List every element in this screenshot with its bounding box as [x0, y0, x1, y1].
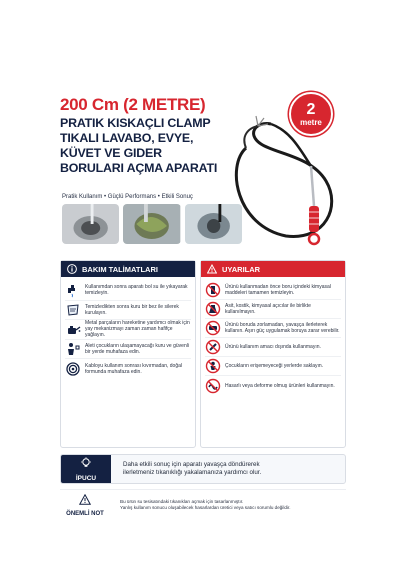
title-line: KÜVET VE GIDER	[60, 146, 162, 160]
care-text: Metal parçaların hareketine yardımcı olmak için yay mekanizmayı zaman zaman hafifçe yağlayın.	[85, 320, 190, 339]
warning-item	[205, 357, 341, 376]
warning-text: Çocukların erişemeyeceği yerlerde saklayın.	[225, 363, 324, 369]
product-sheet	[56, 86, 346, 517]
warning-triangle-icon	[207, 264, 217, 274]
tip-text	[111, 461, 261, 477]
care-text: Kabloyu kullanım sonrası kıvırmadan, doğal formunda muhafaza edin.	[85, 362, 182, 375]
care-item	[65, 340, 191, 360]
sink-drain-photo	[62, 204, 119, 244]
note-label-block	[60, 492, 110, 517]
note-label: ÖNEMLİ NOT	[66, 511, 104, 517]
warning-text: Ürünü kullanmadan önce boru içindeki kimyasal maddeleri tamamen temizleyin.	[225, 284, 331, 296]
no-damaged-icon	[205, 378, 221, 394]
warnings-panel	[200, 260, 346, 448]
care-item	[65, 359, 191, 379]
no-force-icon	[205, 320, 221, 336]
warning-item	[205, 300, 341, 319]
warning-triangle-icon	[79, 492, 91, 510]
child-safety-icon	[65, 341, 81, 357]
cloth-icon	[65, 302, 81, 318]
usage-photos	[62, 204, 242, 244]
warning-item	[205, 281, 341, 300]
care-item	[65, 281, 191, 301]
warning-item	[205, 376, 341, 395]
warnings-heading: UYARILAR	[222, 264, 261, 274]
length-badge	[289, 92, 333, 136]
warning-text: Asit, kostik, kimyasal açıcılar ile birlikte kullanılmayın.	[225, 303, 311, 315]
no-misuse-icon	[205, 339, 221, 355]
badge-unit: metre	[300, 118, 322, 127]
care-text: Aleti çocukların ulaşamayacağı kuru ve güvenli bir yerde muhafaza edin.	[85, 342, 189, 355]
care-item	[65, 301, 191, 321]
title-line: PRATIK KISKAÇLI CLAMP	[60, 116, 211, 130]
lightbulb-icon	[80, 456, 92, 474]
warning-item	[205, 338, 341, 357]
tip-text-line: ilerletmeniz tıkanıklığı yakalamanıza yardımcı olur.	[123, 469, 262, 476]
no-chemicals-icon	[205, 282, 221, 298]
note-text	[110, 499, 290, 511]
tip-label: İPUCU	[75, 475, 97, 482]
title-line: BORULARI AÇMA APARATI	[60, 161, 218, 175]
tagline: Pratik Kullanım • Güçlü Performans • Etkili Sonuç	[62, 194, 193, 200]
tip-label-block	[61, 455, 111, 483]
warning-item	[205, 319, 341, 338]
warning-text: Ürünü boruda zorlamadan, yavaşça ilerleterek kullanın. Aşırı güç uygulamak boruya zarar verebilir.	[225, 322, 340, 334]
title-length: 200 Cm (2 METRE)	[60, 95, 206, 114]
title-line: TIKALI LAVABO, EVYE,	[60, 131, 194, 145]
oil-can-icon	[65, 321, 81, 337]
title-block	[60, 96, 230, 176]
care-text: Kullanımdan sonra aparatı bol su ile yıkayarak temizleyin.	[85, 284, 188, 297]
info-icon	[67, 264, 77, 274]
no-children-icon	[205, 358, 221, 374]
care-item	[65, 320, 191, 340]
care-text: Temizledikten sonra kuru bir bez ile silerek kurulayın.	[85, 303, 179, 316]
warning-text: Hasarlı veya deforme olmuş ürünleri kullanmayın.	[225, 382, 335, 389]
coil-icon	[65, 361, 81, 377]
note-text-line: Bu ürün su tesisatındaki tıkanıkları açmak için tasarlanmıştır.	[120, 498, 244, 504]
faucet-icon	[65, 282, 81, 298]
important-note	[60, 489, 346, 519]
tip-text-line: Daha etkili sonuç için aparatı yavaşça döndürerek	[123, 461, 260, 468]
clogged-drain-photo	[123, 204, 180, 244]
care-heading: BAKIM TALİMATLARI	[82, 264, 158, 274]
care-panel	[60, 260, 196, 448]
care-panel-header	[61, 261, 195, 277]
warning-text: Ürünü kullanım amacı dışında kullanmayın.	[225, 344, 321, 350]
tip-box	[60, 454, 346, 484]
tub-drain-photo	[185, 204, 242, 244]
warnings-panel-header	[201, 261, 345, 277]
note-text-line: Yanlış kullanım sonucu oluşabilecek hasarlardan üretici veya satıcı sorumlu değildir.	[120, 504, 291, 510]
no-acid-icon	[205, 301, 221, 317]
badge-number: 2	[306, 101, 316, 118]
